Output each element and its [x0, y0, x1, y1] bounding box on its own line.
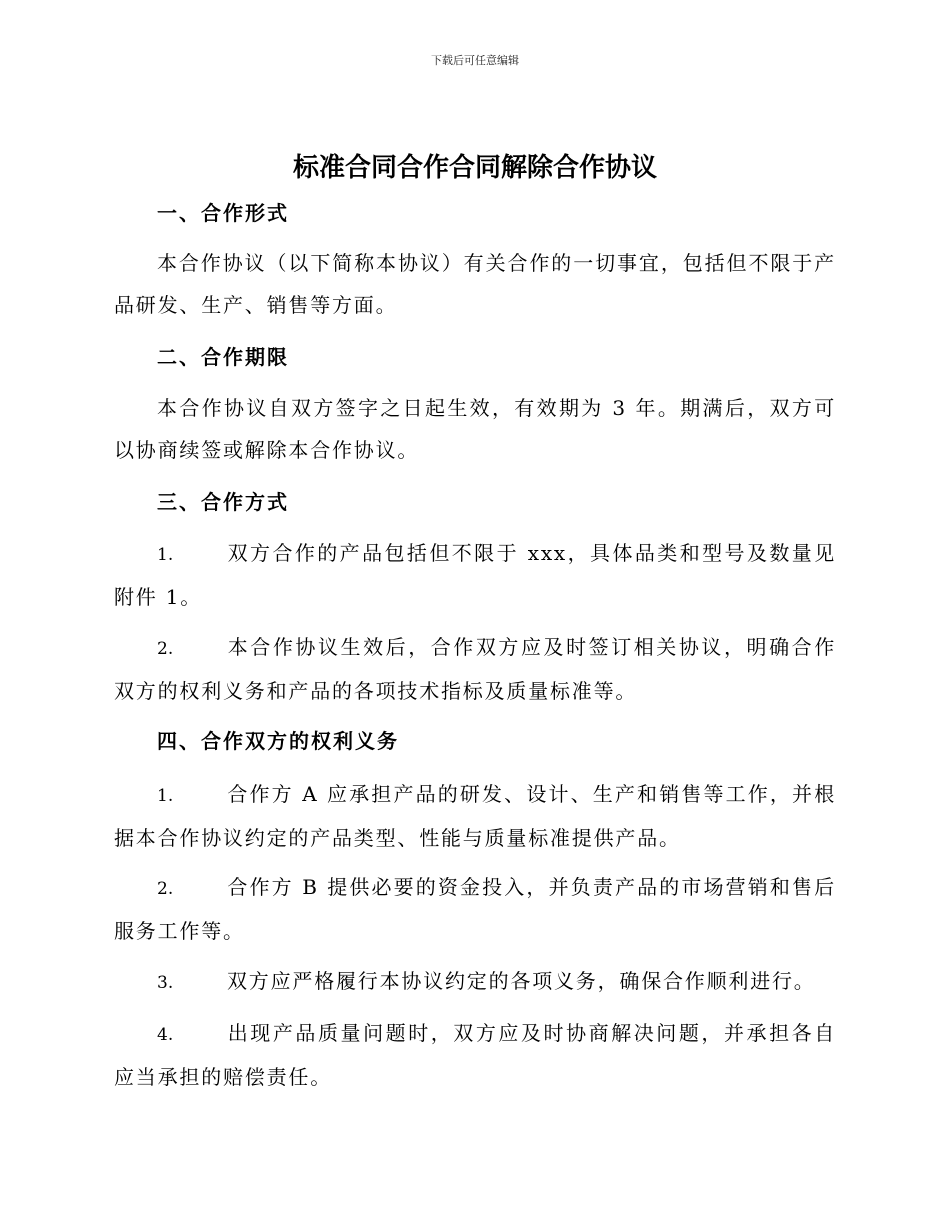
section-heading-term: 二、合作期限: [157, 345, 289, 369]
list-item-number: 4.: [157, 1025, 174, 1045]
list-item-number: 2.: [157, 879, 174, 899]
list-item-text: 出现产品质量问题时，双方应及时协商解决问题，并承担各自应当承担的赔偿责任。: [114, 1021, 836, 1089]
section-paragraph-term: 本合作协议自双方签字之日起生效，有效期为 3 年。期满后，双方可以协商续签或解除本合作协议。: [114, 396, 836, 462]
list-item-text: 双方合作的产品包括但不限于 xxx，具体品类和型号及数量见附件 1。: [114, 541, 836, 609]
list-item: [114, 1012, 836, 1098]
section-heading-rights: 四、合作双方的权利义务: [157, 729, 399, 753]
page-header-note: 下载后可任意编辑: [431, 54, 519, 67]
section-heading-method: 三、合作方式: [157, 490, 289, 514]
document-title: 标准合同合作合同解除合作协议: [292, 153, 657, 183]
list-item: [114, 866, 836, 952]
list-item-text: 合作方 A 应承担产品的研发、设计、生产和销售等工作，并根据本合作协议约定的产品类型、性能与质量标准提供产品。: [114, 782, 836, 850]
list-item-number: 1.: [157, 545, 174, 565]
list-item-number: 1.: [157, 786, 174, 806]
list-item: [114, 960, 836, 1004]
list-item: [114, 773, 836, 859]
list-item-text: 双方应严格履行本协议约定的各项义务，确保合作顺利进行。: [227, 969, 816, 993]
list-item-number: 3.: [157, 973, 174, 993]
list-item-text: 本合作协议生效后，合作双方应及时签订相关协议，明确合作双方的权利义务和产品的各项技术指标及质量标准等。: [114, 635, 836, 703]
list-item: [114, 626, 836, 712]
list-item-number: 2.: [157, 639, 174, 659]
list-item-text: 合作方 B 提供必要的资金投入，并负责产品的市场营销和售后服务工作等。: [114, 875, 836, 943]
section-paragraph-form: 本合作协议（以下简称本协议）有关合作的一切事宜，包括但不限于产品研发、生产、销售等方面。: [114, 251, 836, 317]
section-heading-form: 一、合作形式: [157, 201, 289, 225]
list-item: [114, 532, 836, 618]
